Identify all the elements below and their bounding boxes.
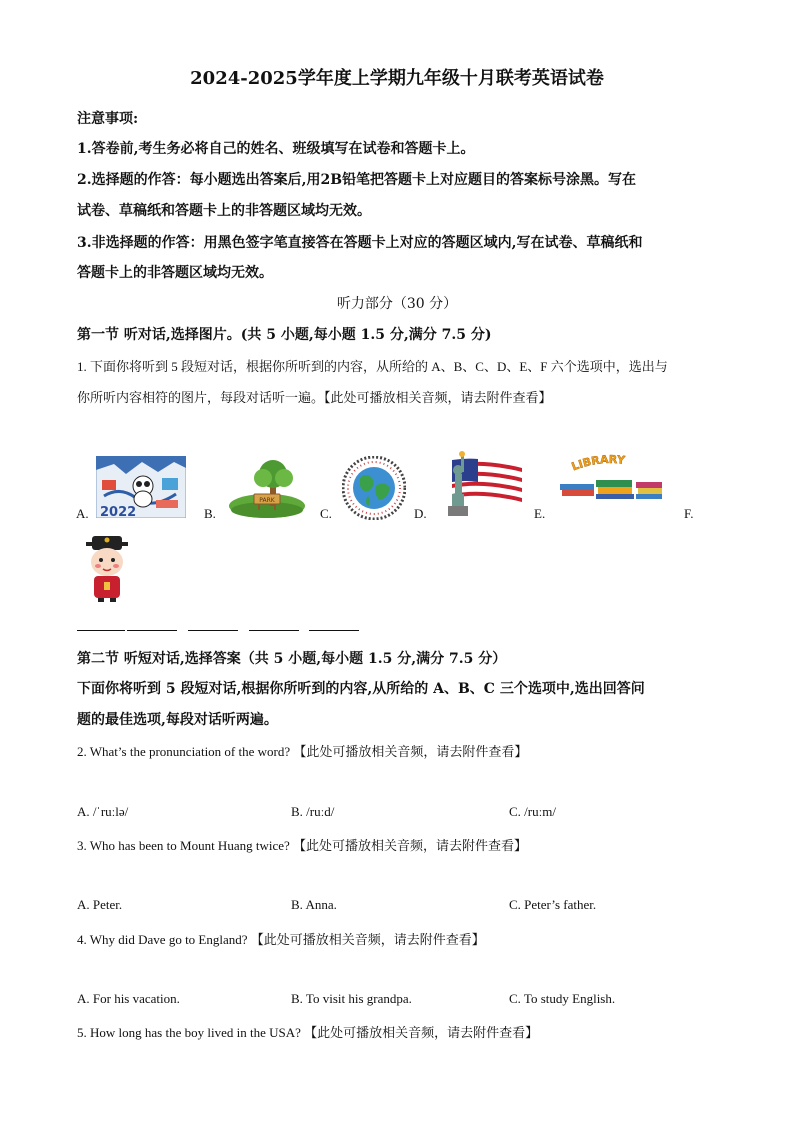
notes-heading: 注意事项: xyxy=(77,111,139,127)
olympic-year-text: 2022 xyxy=(100,505,137,518)
globe-picture xyxy=(342,456,406,520)
page-title: 2024-2025学年度上学期九年级十月联考英语试卷 xyxy=(190,68,604,89)
q3-option-c[interactable]: C. Peter’s father. xyxy=(509,897,597,912)
option-a-label: A. xyxy=(76,506,89,521)
q4-option-c[interactable]: C. To study English. xyxy=(509,991,616,1006)
winter-olympics-picture xyxy=(96,456,186,518)
answer-blank-1[interactable] xyxy=(77,630,125,631)
section2-heading: 第二节 听短对话,选择答案（共 5 小题,每小题 1.5 分,满分 7.5 分） xyxy=(77,651,507,667)
section1-heading: 第一节 听对话,选择图片。(共 5 小题,每小题 1.5 分,满分 7.5 分) xyxy=(77,327,492,343)
note-line-1: 1.答卷前,考生务必将自己的姓名、班级填写在试卷和答题卡上。 xyxy=(77,141,475,157)
question-5: 5. How long has the boy lived in the USA? 【此处可播放相关音频，请去附件查看】 xyxy=(77,1025,539,1040)
section2-intro-line-2: 题的最佳选项,每段对话听两遍。 xyxy=(77,712,278,728)
option-d-label: D. xyxy=(414,506,427,521)
q2-option-c[interactable]: C. /ruːm/ xyxy=(509,804,556,819)
question-3: 3. Who has been to Mount Huang twice? 【此处可播放相关音频，请去附件查看】 xyxy=(77,838,528,853)
note-line-5: 答题卡上的非答题区域均无效。 xyxy=(77,265,273,281)
option-e-label: E. xyxy=(534,506,546,521)
note-line-2: 2.选择题的作答：每小题选出答案后,用2B铅笔把答题卡上对应题目的答案标号涂黑。写在 xyxy=(77,172,637,188)
listening-heading: 听力部分（30 分） xyxy=(336,296,458,312)
note-line-4: 3.非选择题的作答：用黑色签字笔直接答在答题卡上对应的答题区域内,写在试卷、草稿纸和 xyxy=(77,235,643,251)
statue-of-liberty-picture xyxy=(432,450,524,518)
question-4: 4. Why did Dave go to England? 【此处可播放相关音频，请去附件查看】 xyxy=(77,932,485,947)
park-picture xyxy=(228,458,306,518)
option-b-label: B. xyxy=(204,506,216,521)
q4-option-b[interactable]: B. To visit his grandpa. xyxy=(291,991,412,1006)
library-text: LIBRARY xyxy=(569,452,626,474)
peking-opera-figure-picture xyxy=(78,532,136,604)
q2-option-b[interactable]: B. /ruːd/ xyxy=(291,804,335,819)
library-books-picture xyxy=(556,452,666,500)
answer-blank-5[interactable] xyxy=(309,630,359,631)
q3-option-b[interactable]: B. Anna. xyxy=(291,897,337,912)
option-c-label: C. xyxy=(320,506,332,521)
q1-line-2: 你所听内容相符的图片，每段对话听一遍。【此处可播放相关音频，请去附件查看】 xyxy=(77,390,552,405)
option-f-label: F. xyxy=(684,506,694,521)
q3-option-a[interactable]: A. Peter. xyxy=(77,897,123,912)
section2-intro-line-1: 下面你将听到 5 段短对话,根据你所听到的内容,从所给的 A、B、C 三个选项中,选出回答问 xyxy=(77,681,645,697)
q4-option-a[interactable]: A. For his vacation. xyxy=(77,991,180,1006)
park-sign-text: PARK xyxy=(259,497,275,504)
note-line-3: 试卷、草稿纸和答题卡上的非答题区域均无效。 xyxy=(77,203,371,219)
question-2: 2. What’s the pronunciation of the word? 【此处可播放相关音频，请去附件查看】 xyxy=(77,744,528,759)
q1-line-1: 1. 下面你将听到 5 段短对话，根据你所听到的内容，从所给的 A、B、C、D、E、F 六个选项中，选出与 xyxy=(77,359,668,374)
answer-blank-3[interactable] xyxy=(188,630,238,631)
answer-blank-4[interactable] xyxy=(249,630,299,631)
svg-text:LIBRARY xyxy=(570,453,627,474)
q2-option-a[interactable]: A. /ˈruːlə/ xyxy=(77,804,129,819)
answer-blank-2[interactable] xyxy=(127,630,177,631)
